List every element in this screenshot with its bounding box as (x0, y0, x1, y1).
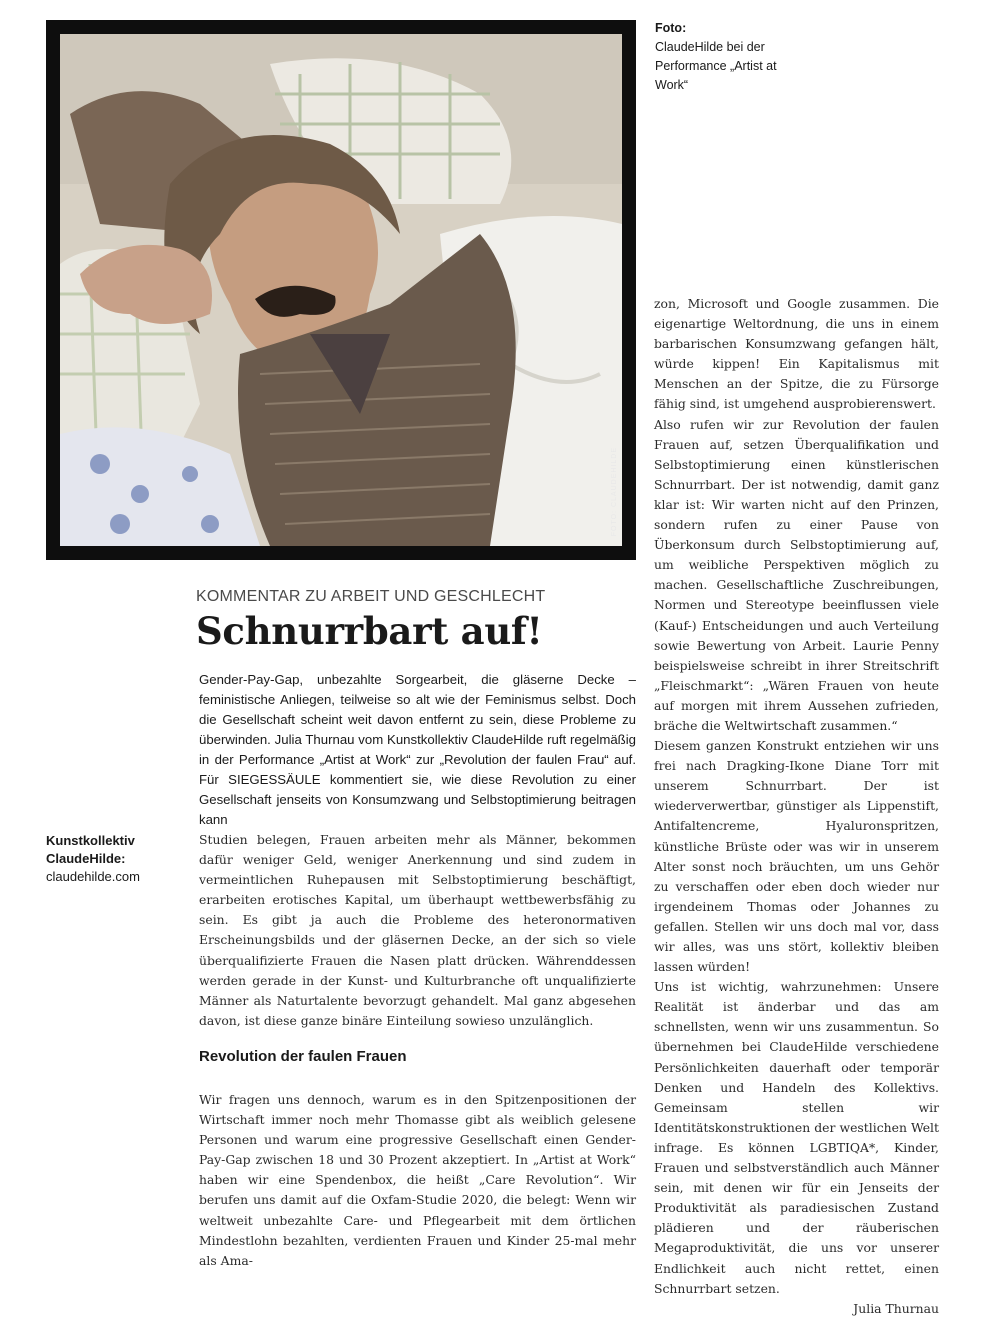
photo-credit: FOTO: CLAUDEHILDE (611, 446, 618, 536)
article-headline: Schnurrbart auf! (196, 609, 543, 653)
article-photo (60, 34, 622, 546)
photo-caption (655, 19, 785, 95)
article-body-paragraph-2: Wir fragen uns dennoch, warum es in den Spitzenpositionen der Wirtschaft immer noch mehr Thomasse gibt als weiblich gelesene Personen und warum eine progressive Gesellschaft einen Gender-Pay-Gap zwischen 18 und 30 Prozent akzeptiert. In „Artist at Work“ haben wir eine Spendenbox, die heißt „Care Revolution“. Wir berufen uns damit auf die Oxfam-Studie 2020, die belegt: Wenn wir weltweit unbezahlte Care- und Pflegearbeit mit dem örtlichen Mindestlohn bezahlten, verdienten Frauen und Kinder 25-mal mehr als Ama- (199, 1092, 636, 1268)
sidebar-title-line2: ClaudeHilde: (46, 851, 126, 866)
column2-paragraph-4: Uns ist wichtig, wahrzunehmen: Unsere Realität ist änderbar und das am schnellsten, wenn wir uns zusammentun. So übernehmen bei ClaudeHilde verschiedene Persönlichkeiten dauerhaft oder temporär Denken und Handeln des Kollektivs. Gemeinsam stellen wir Identitätskonstruktionen der westlichen Welt infrage. Es können LGBTIQA*, Kinder, Frauen und selbstverständlich auch Männer sein, mit denen wir für ein Jenseits der Produktivität als paradiesischen Zustand plädieren und der räuberischen Megaproduktivität, die uns vor unserer Endlichkeit auch nicht rettet, einen Schnurrbart setzen. (654, 979, 939, 1296)
article-lead: Gender-Pay-Gap, unbezahlte Sorgearbeit, die gläserne Decke – feministische Anliegen, teilweise so alt wie der Feminismus selbst. Doch die Gesellschaft scheint weit davon entfernt zu sein, diese Probleme zu überwinden. Julia Thurnau vom Kunstkollektiv ClaudeHilde ruft regelmäßig in der Performance „Artist at Work“ zur „Revolution der faulen Frau“ auf. Für SIEGESSÄULE kommentiert sie, wie diese Revolution zu einer Gesellschaft jenseits von Konsumzwang und Selbstoptimierung beitragen kann (199, 672, 636, 827)
article-column-2 (654, 294, 939, 1319)
article-subheading: Revolution der faulen Frauen (199, 1048, 407, 1065)
sidebar-url: claudehilde.com (46, 869, 140, 884)
caption-title: Foto: (655, 21, 687, 35)
column2-paragraph-2: Also rufen wir zur Revolution der faulen Frauen auf, setzen Überqualifikation und Selbstoptimierung einen künstlerischen Schnurrbart. Der ist notwendig, damit ganz klar ist: Wir warten nicht auf den Prinzen, sondern rufen zu einer Pause von Überkonsum durch Selbstoptimierung auf, um weibliche Perspektiven möglich zu machen. Gesellschaftliche Zuschreibungen, Normen und Stereotype beeinflussen viele (Kauf-) Entscheidungen und auch Verteilung sowie Bewertung von Arbeit. Laurie Penny beispielsweise schreibt in ihrer Streitschrift „Fleischmarkt“: „Wären Frauen von heute auf morgen mit ihrem Aussehen zufrieden, bräche die Weltwirtschaft zusammen.“ (654, 416, 939, 733)
caption-text: ClaudeHilde bei der Performance „Artist at Work“ (655, 40, 777, 92)
sidebar-title-line1: Kunstkollektiv (46, 833, 135, 848)
column2-paragraph-3: Diesem ganzen Konstrukt entziehen wir uns frei nach Dragking-Ikone Diane Torr mit unserem Schnurrbart. Der ist wiederverwertbar, günstiger als Lippenstift, Antifaltencreme, Hyaluronspritzen, künstliche Brüste oder was wir in unserem Alter sonst noch bräuchten, um uns Gehör zu verschaffen oder eben doch wieder nur irgendeinem Thomas oder Johannes zu gefallen. Stellen wir uns doch mal vor, dass wir alles, was uns stört, kollektiv bleiben lassen würden! (654, 738, 939, 975)
photo-illustration (60, 34, 622, 546)
column2-paragraph-1: zon, Microsoft und Google zusammen. Die eigenartige Weltordnung, die uns in einem barbarischen Konsumzwang gefangen hält, würde kippen! Ein Kapitalismus mit Menschen an der Spitze, die zu Fürsorge fähig sind, ist umgehend ausprobierenswert. (654, 296, 939, 412)
photo-frame (46, 20, 636, 560)
article-kicker: KOMMENTAR ZU ARBEIT UND GESCHLECHT (196, 588, 546, 605)
sidebar-info (46, 832, 186, 886)
author-signature: Julia Thurnau (853, 1300, 939, 1316)
article-body-paragraph-1: Studien belegen, Frauen arbeiten mehr als Männer, bekommen dafür weniger Geld, weniger Anerkennung und sind zudem in vermeintlichen Ruhepausen mit Selbstoptimierung beschäftigt, erarbeiten erotisches Kapital, um überhaupt wettbewerbsfähig zu sein. Es gibt ja auch die Probleme des heteronormativen Erscheinungsbilds und der gläsernen Decke, an der sich so viele überqualifizierte Frauen die Nasen platt drücken. Währenddessen werden gerade in der Kunst- und Kulturbranche oft unqualifizierte Männer als Naturtalente bevorzugt gehandelt. Mal ganz abgesehen davon, ist diese ganze binäre Einteilung sowieso unzulänglich. (199, 832, 636, 1028)
